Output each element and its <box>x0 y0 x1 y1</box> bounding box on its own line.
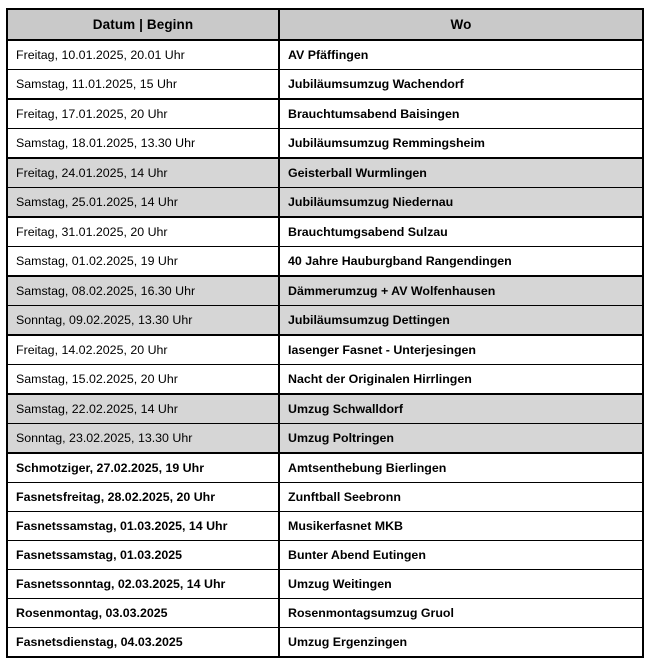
event-location-cell: Bunter Abend Eutingen <box>279 541 643 570</box>
table-row <box>7 453 643 483</box>
event-date-cell: Fasnetsfreitag, 28.02.2025, 20 Uhr <box>7 483 279 512</box>
table-row <box>7 70 643 100</box>
table-header-row <box>7 9 643 40</box>
table-row <box>7 394 643 424</box>
event-location-cell: Iasenger Fasnet - Unterjesingen <box>279 335 643 365</box>
event-date-cell: Sonntag, 09.02.2025, 13.30 Uhr <box>7 306 279 336</box>
table-row <box>7 541 643 570</box>
table-row <box>7 99 643 129</box>
event-date-cell: Freitag, 31.01.2025, 20 Uhr <box>7 217 279 247</box>
event-location-cell: Zunftball Seebronn <box>279 483 643 512</box>
event-date-cell: Fasnetssamstag, 01.03.2025, 14 Uhr <box>7 512 279 541</box>
event-date-cell: Samstag, 08.02.2025, 16.30 Uhr <box>7 276 279 306</box>
event-location-cell: Jubiläumsumzug Remmingsheim <box>279 129 643 159</box>
event-location-cell: 40 Jahre Hauburgband Rangendingen <box>279 247 643 277</box>
event-location-cell: Umzug Ergenzingen <box>279 628 643 658</box>
table-row <box>7 40 643 70</box>
event-date-cell: Fasnetssamstag, 01.03.2025 <box>7 541 279 570</box>
table-row <box>7 570 643 599</box>
event-location-cell: Jubiläumsumzug Wachendorf <box>279 70 643 100</box>
event-date-cell: Freitag, 10.01.2025, 20.01 Uhr <box>7 40 279 70</box>
table-row <box>7 158 643 188</box>
event-date-cell: Samstag, 15.02.2025, 20 Uhr <box>7 365 279 395</box>
table-row <box>7 335 643 365</box>
event-date-cell: Samstag, 01.02.2025, 19 Uhr <box>7 247 279 277</box>
schedule-table <box>6 8 644 658</box>
event-location-cell: AV Pfäffingen <box>279 40 643 70</box>
table-row <box>7 512 643 541</box>
event-date-cell: Samstag, 22.02.2025, 14 Uhr <box>7 394 279 424</box>
table-header <box>7 9 643 40</box>
table-row <box>7 424 643 454</box>
event-location-cell: Brauchtumsabend Baisingen <box>279 99 643 129</box>
event-date-cell: Freitag, 24.01.2025, 14 Uhr <box>7 158 279 188</box>
event-date-cell: Freitag, 17.01.2025, 20 Uhr <box>7 99 279 129</box>
event-location-cell: Dämmerumzug + AV Wolfenhausen <box>279 276 643 306</box>
event-location-cell: Umzug Weitingen <box>279 570 643 599</box>
event-date-cell: Samstag, 11.01.2025, 15 Uhr <box>7 70 279 100</box>
event-location-cell: Nacht der Originalen Hirrlingen <box>279 365 643 395</box>
event-date-cell: Samstag, 25.01.2025, 14 Uhr <box>7 188 279 218</box>
table-row <box>7 217 643 247</box>
event-date-cell: Schmotziger, 27.02.2025, 19 Uhr <box>7 453 279 483</box>
event-date-cell: Samstag, 18.01.2025, 13.30 Uhr <box>7 129 279 159</box>
table-row <box>7 483 643 512</box>
table-row <box>7 599 643 628</box>
event-location-cell: Musikerfasnet MKB <box>279 512 643 541</box>
table-row <box>7 129 643 159</box>
event-date-cell: Fasnetssonntag, 02.03.2025, 14 Uhr <box>7 570 279 599</box>
table-row <box>7 365 643 395</box>
event-date-cell: Sonntag, 23.02.2025, 13.30 Uhr <box>7 424 279 454</box>
event-location-cell: Amtsenthebung Bierlingen <box>279 453 643 483</box>
table-row <box>7 188 643 218</box>
event-location-cell: Rosenmontagsumzug Gruol <box>279 599 643 628</box>
column-header-date: Datum | Beginn <box>7 9 279 40</box>
event-location-cell: Geisterball Wurmlingen <box>279 158 643 188</box>
table-row <box>7 306 643 336</box>
event-location-cell: Jubiläumsumzug Niedernau <box>279 188 643 218</box>
event-date-cell: Fasnetsdienstag, 04.03.2025 <box>7 628 279 658</box>
event-location-cell: Jubiläumsumzug Dettingen <box>279 306 643 336</box>
event-location-cell: Umzug Poltringen <box>279 424 643 454</box>
table-row <box>7 276 643 306</box>
event-date-cell: Freitag, 14.02.2025, 20 Uhr <box>7 335 279 365</box>
event-date-cell: Rosenmontag, 03.03.2025 <box>7 599 279 628</box>
event-location-cell: Umzug Schwalldorf <box>279 394 643 424</box>
table-row <box>7 247 643 277</box>
event-location-cell: Brauchtumgsabend Sulzau <box>279 217 643 247</box>
table-body <box>7 40 643 657</box>
column-header-where: Wo <box>279 9 643 40</box>
